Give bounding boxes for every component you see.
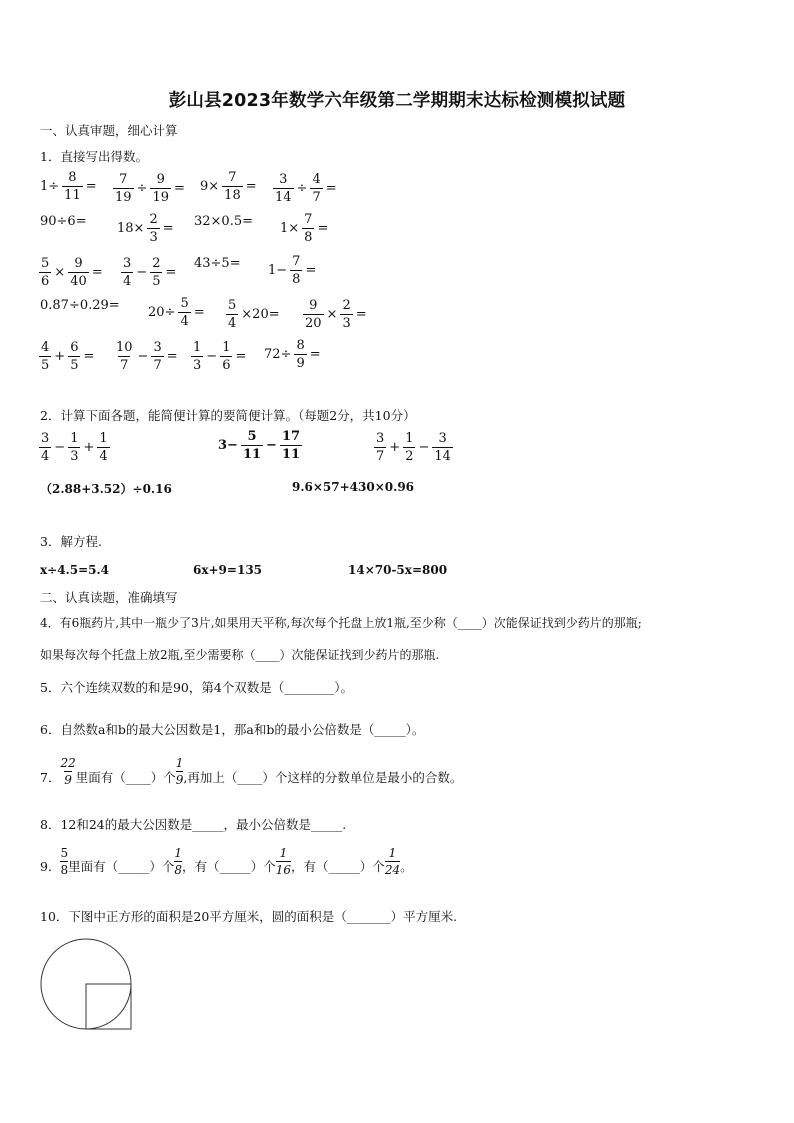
fraction-numerator: 1: [193, 340, 202, 355]
math-expression: [38, 214, 89, 229]
fraction: [68, 257, 89, 288]
q1-item-5-1: [38, 339, 96, 372]
math-expression: [216, 430, 303, 461]
fraction-numerator: 2: [152, 256, 161, 271]
q1-item-3-4: [266, 255, 318, 286]
fraction: [191, 341, 203, 372]
fraction-numerator: 1: [222, 340, 231, 355]
expression-text: 3−: [218, 438, 238, 453]
question-7: [40, 757, 462, 787]
fraction-numerator: 3: [41, 431, 50, 446]
expression-text: ×20=: [241, 307, 280, 322]
expression-text: =: [305, 263, 317, 278]
fraction: [310, 173, 322, 204]
fraction: [273, 173, 294, 204]
fraction: [432, 432, 453, 463]
expression-text: =: [91, 265, 103, 280]
q1-item-3-1: [38, 255, 105, 288]
fraction: [113, 173, 134, 204]
fraction-denominator: 7: [312, 190, 321, 205]
page-title: 彭山县2023年数学六年级第二学期期末达标检测模拟试题: [168, 91, 626, 111]
fraction: [62, 171, 83, 202]
expression-text: 18×: [117, 221, 145, 236]
fraction: [220, 341, 232, 372]
fraction-denominator: 8: [304, 230, 313, 245]
math-expression: [373, 432, 454, 463]
q1-item-2-1: [38, 213, 89, 229]
question-7-number: 7．: [40, 770, 61, 785]
fraction: [222, 171, 243, 202]
expression-text: 72÷: [264, 347, 292, 362]
expression-text: 90÷6=: [40, 214, 87, 229]
q1-item-4-2: [146, 297, 207, 328]
fraction-numerator: 3: [153, 340, 162, 355]
q1-item-1-3: [198, 171, 259, 202]
math-expression: [38, 298, 122, 313]
math-expression: [225, 299, 282, 330]
question-2-expr-4: （2.88+3.52）÷0.16: [40, 482, 172, 496]
question-7-text-2: ,再加上（____）个这样的分数单位是最小的合数。: [183, 770, 463, 785]
fraction-denominator: 3: [149, 230, 158, 245]
fraction-1-9: 1 9: [175, 756, 184, 787]
math-expression: [38, 171, 99, 202]
fraction-1-16: 1 16: [275, 846, 292, 877]
square-shape: [86, 984, 131, 1029]
q1-item-2-4: [278, 213, 330, 244]
expression-text: =: [193, 305, 205, 320]
math-expression: [192, 256, 243, 271]
expression-text: +: [389, 440, 401, 455]
fraction: [374, 432, 386, 463]
fraction: [114, 341, 135, 372]
fraction: [178, 297, 190, 328]
expression-text: =: [245, 179, 257, 194]
question-9-number: 9．: [40, 859, 61, 874]
fraction-numerator: 7: [304, 212, 313, 227]
fraction-numerator: 7: [119, 172, 128, 187]
equation-3: 14×70-5x=800: [348, 563, 448, 577]
expression-text: 1−: [268, 263, 288, 278]
math-expression: [120, 257, 178, 288]
expression-text: ÷: [136, 181, 148, 196]
fraction: [241, 430, 263, 461]
expression-text: +: [54, 349, 66, 364]
fraction: [121, 257, 133, 288]
fraction-numerator: 5: [247, 429, 257, 444]
fraction: [68, 341, 80, 372]
fraction-numerator: 3: [279, 172, 288, 187]
fraction-numerator: 8: [296, 338, 305, 353]
question-2-label: 2．计算下面各题，能简便计算的要简便计算。（每题2分，共10分）: [40, 408, 416, 423]
section-heading-2: 二、认真读题，准确填写: [40, 590, 178, 605]
fraction: [150, 173, 171, 204]
fraction-numerator: 9: [156, 172, 165, 187]
expression-text: 20÷: [148, 305, 176, 320]
expression-text: =: [325, 181, 337, 196]
question-2-expr-2: [216, 430, 303, 461]
math-expression: [38, 341, 96, 372]
fraction-denominator: 5: [41, 358, 50, 373]
math-expression: [198, 171, 259, 202]
question-5: 5．六个连续双数的和是90，第4个双数是（________）。: [40, 680, 354, 695]
expression-text: =: [309, 347, 321, 362]
fraction-denominator: 2: [405, 449, 414, 464]
equation-2: 6x+9=135: [193, 563, 263, 577]
fraction-denominator: 3: [342, 316, 351, 331]
math-expression: [262, 339, 323, 370]
fraction-numerator: 17: [281, 429, 301, 444]
fraction-22-9: 22 9: [60, 756, 76, 787]
q1-item-2-2: [115, 213, 176, 244]
expression-text: 9×: [200, 179, 220, 194]
section-heading-1: 一、认真审题，细心计算: [40, 123, 178, 138]
q1-item-4-3: [225, 297, 282, 330]
fraction-numerator: 5: [41, 256, 50, 271]
question-4-line-1: 4．有6瓶药片,其中一瓶少了3片,如果用天平称,每次每个托盘上放1瓶,至少称（____）次能保证找到少药片的那瓶;: [40, 616, 642, 630]
math-expression: [302, 299, 369, 330]
q1-item-5-3: [190, 339, 248, 372]
expression-text: =: [166, 349, 178, 364]
fraction-denominator: 4: [123, 274, 132, 289]
fraction-denominator: 6: [41, 274, 50, 289]
fraction-denominator: 4: [99, 449, 108, 464]
fraction-denominator: 19: [152, 190, 169, 205]
fraction: [151, 341, 163, 372]
question-9-text-2: ，有（_____）个: [182, 859, 276, 874]
fraction-denominator: 7: [153, 358, 162, 373]
fraction-5-8: 5 8: [60, 846, 69, 877]
expression-text: =: [83, 349, 95, 364]
fraction: [68, 432, 80, 463]
fraction-numerator: 4: [41, 340, 50, 355]
fraction-numerator: 10: [116, 340, 133, 355]
question-8: 8．12和24的最大公因数是_____，最小公倍数是_____.: [40, 817, 347, 832]
fraction-numerator: 7: [292, 254, 301, 269]
fraction-numerator: 3: [123, 256, 132, 271]
expression-text: 43÷5=: [194, 256, 241, 271]
question-2-expr-5: 9.6×57+430×0.96: [292, 480, 415, 494]
fraction: [340, 299, 352, 330]
fraction-numerator: 5: [228, 298, 237, 313]
expression-text: =: [235, 349, 247, 364]
question-10: 10．下图中正方形的面积是20平方厘米，圆的面积是（_______）平方厘米.: [40, 909, 458, 924]
fraction: [290, 255, 302, 286]
expression-text: −: [266, 438, 277, 453]
expression-text: ×: [326, 307, 338, 322]
fraction-denominator: 11: [281, 447, 301, 462]
fraction-denominator: 6: [222, 358, 231, 373]
question-9: [40, 847, 413, 876]
expression-text: =: [85, 179, 97, 194]
fraction-numerator: 1: [405, 431, 414, 446]
q1-item-3-2: [120, 255, 178, 288]
question-7-text-1: 里面有（____）个: [75, 770, 176, 785]
fraction-numerator: 3: [438, 431, 447, 446]
fraction-denominator: 11: [64, 188, 81, 203]
fraction-denominator: 18: [224, 188, 241, 203]
math-expression: [146, 297, 207, 328]
fraction-denominator: 4: [180, 314, 189, 329]
expression-text: =: [174, 181, 185, 196]
question-4-line-2: 如果每次每个托盘上放2瓶,至少需要称（____）次能保证找到少药片的那瓶.: [40, 648, 440, 662]
fraction: [150, 257, 162, 288]
q1-item-4-1: [38, 297, 122, 313]
fraction-denominator: 5: [152, 274, 161, 289]
fraction-1-8: 1 8: [174, 846, 182, 877]
expression-text: =: [317, 221, 329, 236]
fraction-numerator: 2: [149, 212, 158, 227]
fraction-denominator: 11: [242, 447, 262, 462]
fraction-denominator: 4: [228, 316, 237, 331]
fraction: [403, 432, 415, 463]
q1-item-1-2: [112, 171, 187, 204]
fraction-numerator: 3: [376, 431, 385, 446]
fraction-denominator: 3: [193, 358, 202, 373]
expression-text: −: [54, 440, 66, 455]
math-expression: [272, 173, 339, 204]
question-3-label: 3．解方程.: [40, 534, 102, 549]
expression-text: −: [136, 265, 148, 280]
expression-text: =: [165, 265, 177, 280]
q1-item-1-4: [272, 171, 339, 204]
q1-item-3-3: [192, 255, 243, 271]
fraction-denominator: 9: [296, 356, 305, 371]
expression-text: ×: [54, 265, 66, 280]
fraction-denominator: 20: [305, 316, 322, 331]
expression-text: −: [137, 349, 149, 364]
fraction: [280, 430, 302, 461]
fraction-numerator: 8: [68, 170, 77, 185]
expression-text: ÷: [296, 181, 308, 196]
question-2-expr-3: [373, 430, 454, 463]
question-1-label: 1．直接写出得数。: [40, 149, 148, 164]
fraction: [294, 339, 306, 370]
math-expression: [190, 341, 248, 372]
expression-text: +: [83, 440, 95, 455]
math-expression: [115, 213, 176, 244]
fraction: [303, 299, 324, 330]
fraction-numerator: 6: [70, 340, 79, 355]
fraction: [97, 432, 109, 463]
question-9-text-3: ，有（_____）个: [291, 859, 385, 874]
fraction-numerator: 9: [309, 298, 318, 313]
q1-item-5-4: [262, 339, 323, 370]
expression-text: 0.87÷0.29=: [40, 298, 120, 313]
question-6: 6．自然数a和b的最大公因数是1，那a和b的最小公倍数是（_____）。: [40, 722, 425, 737]
expression-text: 32×0.5=: [194, 214, 254, 229]
math-expression: [192, 214, 255, 229]
fraction-denominator: 5: [70, 358, 79, 373]
fraction: [302, 213, 314, 244]
equation-1: x÷4.5=5.4: [40, 563, 110, 577]
fraction-denominator: 4: [41, 449, 50, 464]
fraction-numerator: 9: [74, 256, 83, 271]
fraction-numerator: 7: [228, 170, 237, 185]
expression-text: −: [206, 349, 218, 364]
fraction-numerator: 4: [312, 172, 321, 187]
math-expression: [38, 432, 111, 463]
q1-item-1-1: [38, 171, 99, 202]
math-expression: [266, 255, 318, 286]
fraction: [39, 432, 51, 463]
math-expression: [112, 173, 187, 204]
fraction: [226, 299, 238, 330]
fraction-denominator: 19: [115, 190, 132, 205]
expression-text: 1×: [280, 221, 300, 236]
fraction: [39, 257, 51, 288]
fraction-1-24: 1 24: [384, 846, 401, 877]
expression-text: −: [418, 440, 430, 455]
math-expression: [113, 341, 180, 372]
question-2-expr-1: [38, 430, 111, 463]
math-expression: [278, 213, 330, 244]
expression-text: =: [355, 307, 367, 322]
q1-item-4-4: [302, 297, 369, 330]
fraction-denominator: 3: [70, 449, 79, 464]
circle-square-figure: [38, 938, 138, 1033]
fraction-denominator: 40: [70, 274, 87, 289]
fraction-numerator: 5: [180, 296, 189, 311]
expression-text: =: [162, 221, 174, 236]
fraction-denominator: 14: [434, 449, 451, 464]
fraction: [39, 341, 51, 372]
question-9-text-1: 里面有（_____）个: [68, 859, 175, 874]
math-expression: [38, 257, 105, 288]
fraction-numerator: 1: [70, 431, 79, 446]
fraction-numerator: 2: [342, 298, 351, 313]
question-9-text-4: 。: [400, 859, 413, 874]
fraction-numerator: 1: [99, 431, 108, 446]
q1-item-5-2: [113, 339, 180, 372]
fraction-denominator: 7: [376, 449, 385, 464]
q1-item-2-3: [192, 213, 255, 229]
fraction: [147, 213, 159, 244]
fraction-denominator: 7: [120, 358, 129, 373]
expression-text: 1÷: [40, 179, 60, 194]
fraction-denominator: 14: [275, 190, 292, 205]
fraction-denominator: 8: [292, 272, 301, 287]
